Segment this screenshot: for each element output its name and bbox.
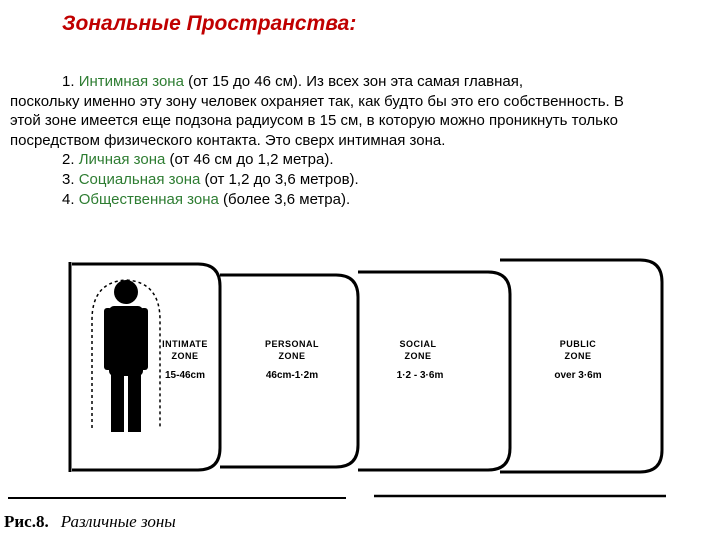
zones-description — [10, 72, 632, 209]
item-1-rest: (от 15 до 46 см). Из всех зон эта самая главная, — [183, 73, 523, 90]
item-1-zone: Интимная зона — [78, 73, 184, 90]
item-2-zone: Личная зона — [78, 151, 166, 169]
zones-diagram — [0, 250, 720, 540]
figure-caption-text: Различные зоны — [60, 512, 176, 531]
figure-caption — [4, 512, 176, 532]
item-3 — [10, 170, 632, 190]
public-zone-range: over 3·6m — [554, 370, 602, 381]
intimate-zone-label: INTIMATE ZONE — [162, 339, 208, 361]
item-2-rest: (от 46 см до 1,2 метра). — [165, 151, 334, 169]
item-1-continuation: поскольку именно эту зону человек охраняет так, как будто бы это его собственность. В этой зоне имеется еще подзона радиусом в 15 см, в которую можно проникнуть только посредством физического контакта. Это сверх интимная зона. — [10, 92, 624, 149]
social-zone-range: 1·2 - 3·6m — [396, 370, 444, 381]
item-4 — [10, 190, 632, 210]
public-zone-label: PUBLIC ZONE — [559, 339, 597, 361]
item-3-rest: (от 1,2 до 3,6 метров). — [200, 170, 359, 188]
personal-zone-label: PERSONAL ZONE — [264, 339, 319, 361]
item-1-number: 1. — [62, 73, 75, 90]
item-4-rest: (более 3,6 метра). — [218, 190, 351, 208]
item-2 — [10, 150, 632, 170]
figure-caption-label: Рис.8. — [4, 512, 49, 531]
item-4-number: 4. — [62, 190, 75, 208]
public-zone-outline — [500, 260, 662, 472]
intimate-zone-range: 15-46cm — [164, 370, 206, 381]
social-zone-label: SOCIAL ZONE — [399, 339, 437, 361]
item-4-zone: Общественная зона — [78, 190, 219, 208]
item-2-number: 2. — [62, 151, 75, 169]
item-3-zone: Социальная зона — [78, 170, 201, 188]
item-3-number: 3. — [62, 170, 75, 188]
zones-figure — [0, 250, 720, 540]
item-1 — [10, 72, 632, 92]
personal-zone-range: 46cm-1·2m — [265, 370, 319, 381]
person-silhouette-icon — [104, 280, 148, 432]
page-title: Зональные Пространства: — [62, 12, 357, 35]
